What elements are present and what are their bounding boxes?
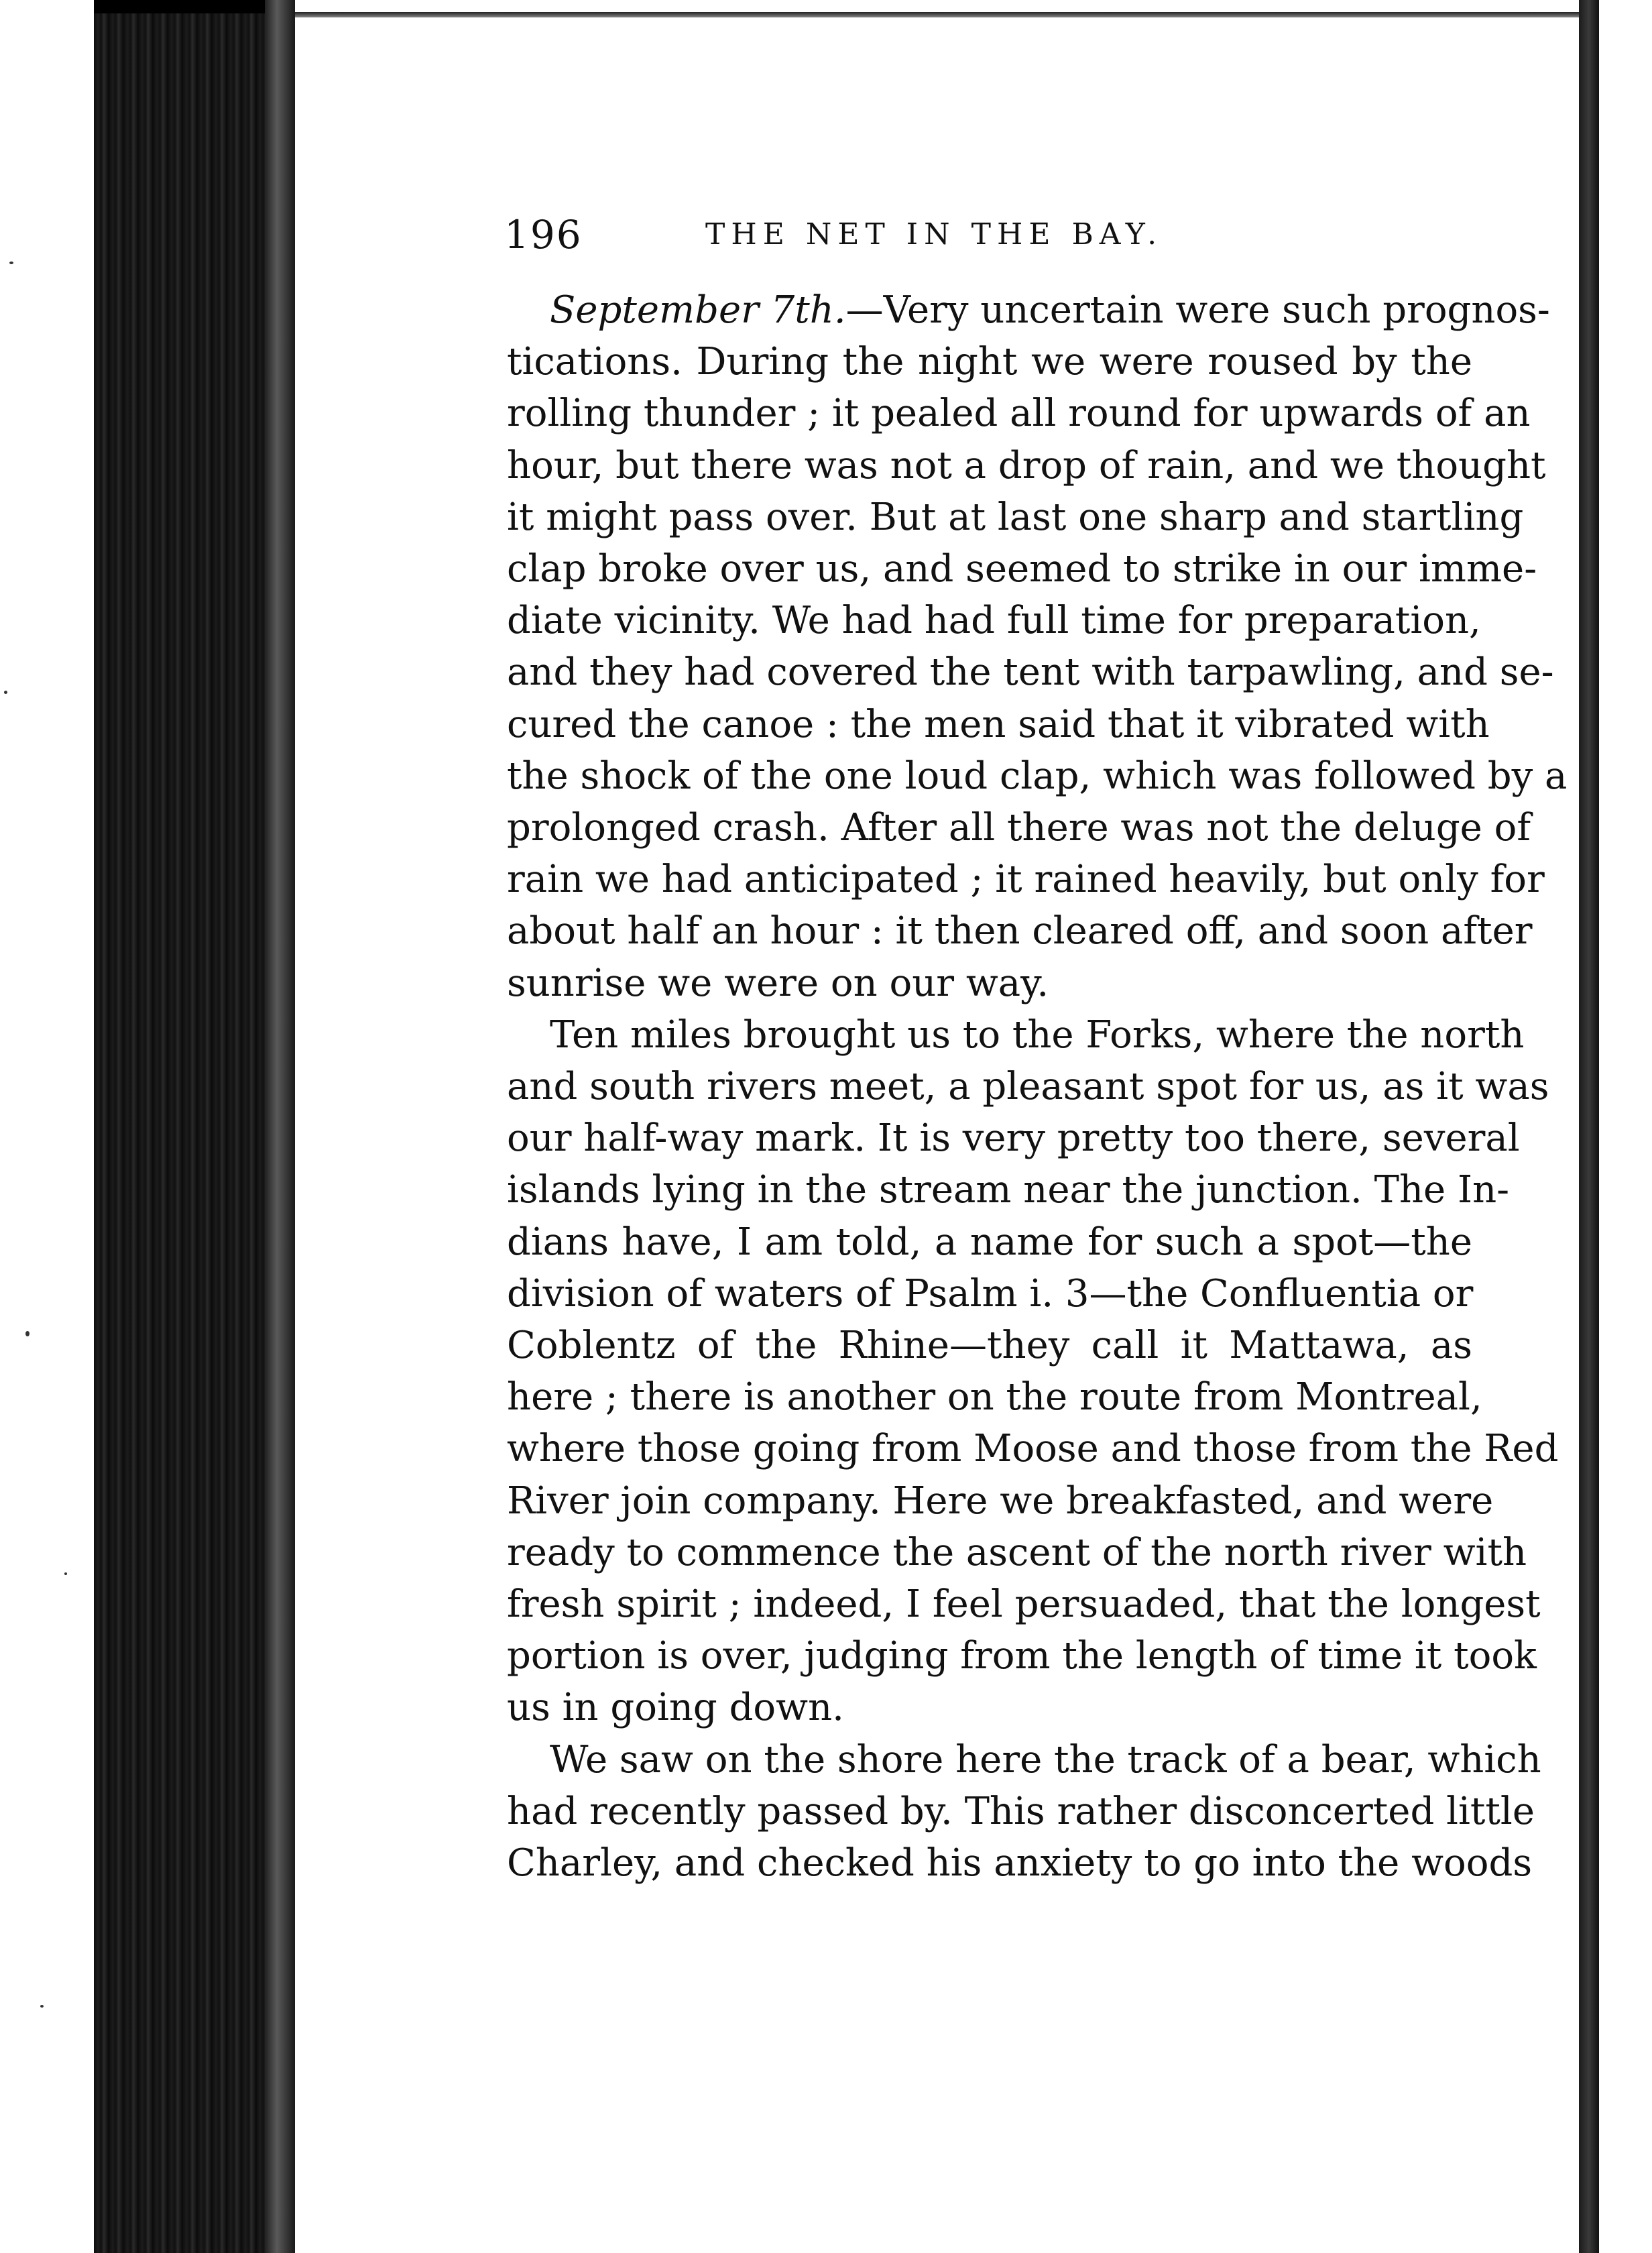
running-head	[504, 212, 1510, 272]
text-line: rolling thunder ; it pealed all round for upwards of an	[507, 392, 1531, 436]
text-line: and they had covered the tent with tarpawling, and se-	[507, 650, 1554, 695]
text-line: River join company. Here we breakfasted, and were	[507, 1479, 1494, 1523]
paragraph	[507, 1009, 1559, 1734]
date-heading: September 7th.	[550, 288, 846, 332]
text-line: sunrise we were on our way.	[507, 961, 1049, 1005]
page-number: 196	[504, 212, 583, 257]
text-line: here ; there is another on the route from Montreal,	[507, 1375, 1482, 1420]
page-stack-edge	[265, 0, 295, 2253]
running-title: THE NET IN THE BAY.	[705, 217, 1163, 251]
text-line: hour, but there was not a drop of rain, and we thought	[507, 443, 1546, 487]
body-text	[507, 284, 1568, 1889]
text-line: cured the canoe : the men said that it vibrated with	[507, 702, 1490, 746]
text-line: ready to commence the ascent of the north river with	[507, 1530, 1527, 1574]
text-line: division of waters of Psalm i. 3—the Confluentia or	[507, 1271, 1474, 1316]
text-line: dians have, I am told, a name for such a spot—the	[507, 1220, 1472, 1264]
book-page	[295, 17, 1579, 2244]
text-line: fresh spirit ; indeed, I feel persuaded, that the longest	[507, 1582, 1541, 1627]
page-top-edge	[295, 12, 1579, 17]
book-binding	[0, 0, 295, 2253]
text-line: the shock of the one loud clap, which was followed by a	[507, 754, 1568, 798]
text-line: us in going down.	[507, 1686, 844, 1730]
paragraph	[507, 1734, 1541, 1890]
text-line: diate vicinity. We had had full time for preparation,	[507, 599, 1481, 643]
text-line: islands lying in the stream near the junction. The In-	[507, 1168, 1510, 1212]
text-line: We saw on the shore here the track of a bear, which	[550, 1737, 1541, 1782]
text-line: it might pass over. But at last one sharp and startling	[507, 495, 1524, 539]
text-line: where those going from Moose and those from the Red	[507, 1427, 1559, 1471]
text-line: Charley, and checked his anxiety to go into the woods	[507, 1841, 1533, 1886]
text-line: Ten miles brought us to the Forks, where the north	[550, 1013, 1525, 1057]
margin-specks	[0, 0, 94, 2253]
text-line: and south rivers meet, a pleasant spot for us, as it was	[507, 1065, 1549, 1109]
text-line: portion is over, judging from the length of time it took	[507, 1634, 1537, 1678]
facing-page-edge	[1579, 0, 1599, 2253]
text-line: prolonged crash. After all there was not the deluge of	[507, 806, 1531, 850]
text-line: rain we had anticipated ; it rained heavily, but only for	[507, 858, 1545, 902]
text-line: September 7th.—Very uncertain were such prognos-	[550, 288, 1550, 332]
text-line: tications. During the night we were roused by the	[507, 340, 1472, 384]
paragraph	[507, 284, 1568, 1009]
text-line: our half-way mark. It is very pretty too there, several	[507, 1116, 1520, 1161]
text-line: clap broke over us, and seemed to strike in our imme-	[507, 547, 1537, 591]
text-line: about half an hour : it then cleared off, and soon after	[507, 909, 1533, 954]
text-line: Coblentz of the Rhine—they call it Mattawa, as	[507, 1324, 1472, 1368]
text-line: had recently passed by. This rather disconcerted little	[507, 1789, 1535, 1833]
